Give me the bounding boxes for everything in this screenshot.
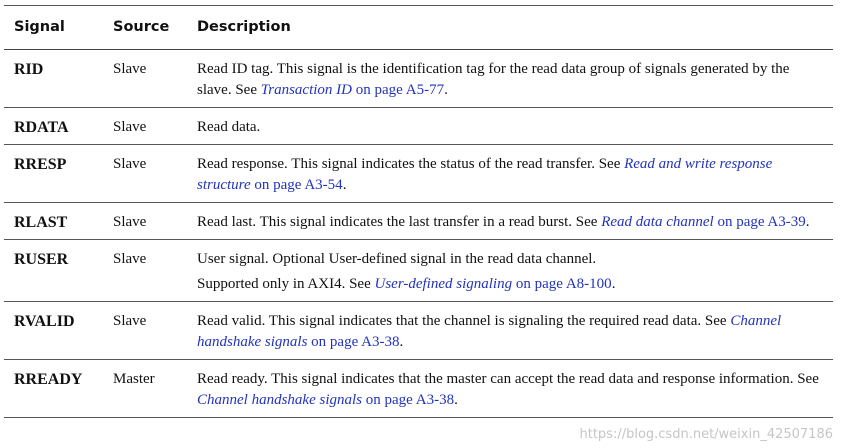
header-source: Source bbox=[103, 6, 187, 50]
signal-description bbox=[187, 50, 833, 108]
table-row bbox=[4, 360, 833, 418]
signal-source: Slave bbox=[103, 240, 187, 302]
signal-description bbox=[187, 302, 833, 360]
link-title: Channel handshake signals bbox=[197, 313, 782, 350]
link-title: Read data channel bbox=[601, 214, 714, 230]
link-title: Read and write response structure bbox=[197, 156, 773, 193]
description-paragraph bbox=[197, 154, 827, 196]
signal-table-container bbox=[4, 5, 833, 418]
signal-description bbox=[187, 360, 833, 418]
signal-name: RDATA bbox=[4, 108, 103, 145]
link-page-ref: on page A3-39 bbox=[713, 214, 806, 230]
table-header-row bbox=[4, 6, 833, 50]
description-punctuation: . bbox=[805, 214, 810, 230]
description-text: Read data. bbox=[197, 119, 261, 135]
signal-source: Slave bbox=[103, 108, 187, 145]
signal-description bbox=[187, 108, 833, 145]
table-row bbox=[4, 108, 833, 145]
signal-name: RLAST bbox=[4, 203, 103, 240]
cross-reference-link[interactable] bbox=[375, 276, 612, 292]
description-text: Read ready. This signal indicates that the master can accept the read data and response information. See bbox=[197, 371, 819, 387]
signal-source: Slave bbox=[103, 145, 187, 203]
link-page-ref: on page A3-38 bbox=[307, 334, 400, 350]
description-paragraph bbox=[197, 117, 827, 138]
signal-description bbox=[187, 240, 833, 302]
signal-name: RRESP bbox=[4, 145, 103, 203]
table-row bbox=[4, 50, 833, 108]
table-row bbox=[4, 302, 833, 360]
signal-source: Slave bbox=[103, 203, 187, 240]
table-row bbox=[4, 203, 833, 240]
description-paragraph bbox=[197, 59, 827, 101]
description-paragraph bbox=[197, 369, 827, 411]
description-paragraph bbox=[197, 249, 827, 270]
description-paragraph bbox=[197, 212, 827, 233]
link-page-ref: on page A8-100 bbox=[512, 276, 612, 292]
link-title: Channel handshake signals bbox=[197, 392, 362, 408]
watermark: https://blog.csdn.net/weixin_42507186 bbox=[579, 427, 833, 442]
signal-name: RREADY bbox=[4, 360, 103, 418]
description-text: User signal. Optional User-defined signal in the read data channel. bbox=[197, 251, 597, 267]
cross-reference-link[interactable] bbox=[601, 214, 806, 230]
table-row bbox=[4, 240, 833, 302]
signal-name: RVALID bbox=[4, 302, 103, 360]
signal-description bbox=[187, 145, 833, 203]
description-punctuation: . bbox=[444, 82, 448, 98]
signal-source: Slave bbox=[103, 50, 187, 108]
description-text: Read response. This signal indicates the status of the read transfer. See bbox=[197, 156, 625, 172]
description-text: Read valid. This signal indicates that the channel is signaling the required read data. See bbox=[197, 313, 731, 329]
description-paragraph bbox=[197, 311, 827, 353]
description-punctuation: . bbox=[342, 177, 347, 193]
link-page-ref: on page A5-77 bbox=[352, 82, 445, 98]
signal-source: Master bbox=[103, 360, 187, 418]
signal-name: RID bbox=[4, 50, 103, 108]
description-text: Read ID tag. This signal is the identification tag for the read data group of signals generated by the slave. See bbox=[197, 61, 790, 98]
header-description: Description bbox=[187, 6, 833, 50]
description-punctuation: . bbox=[399, 334, 404, 350]
description-paragraph bbox=[197, 274, 827, 295]
signal-source: Slave bbox=[103, 302, 187, 360]
signal-name: RUSER bbox=[4, 240, 103, 302]
description-text: Supported only in AXI4. See bbox=[197, 276, 375, 292]
signal-description bbox=[187, 203, 833, 240]
link-title: User-defined signaling bbox=[374, 276, 513, 292]
link-page-ref: on page A3-38 bbox=[362, 392, 455, 408]
cross-reference-link[interactable] bbox=[261, 82, 444, 98]
link-title: Transaction ID bbox=[260, 82, 352, 98]
link-page-ref: on page A3-54 bbox=[250, 177, 343, 193]
read-channel-signal-table bbox=[4, 5, 833, 418]
description-punctuation: . bbox=[611, 276, 616, 292]
description-punctuation: . bbox=[454, 392, 458, 408]
cross-reference-link[interactable] bbox=[197, 392, 454, 408]
description-text: Read last. This signal indicates the last transfer in a read burst. See bbox=[197, 214, 602, 230]
header-signal: Signal bbox=[4, 6, 103, 50]
table-row bbox=[4, 145, 833, 203]
